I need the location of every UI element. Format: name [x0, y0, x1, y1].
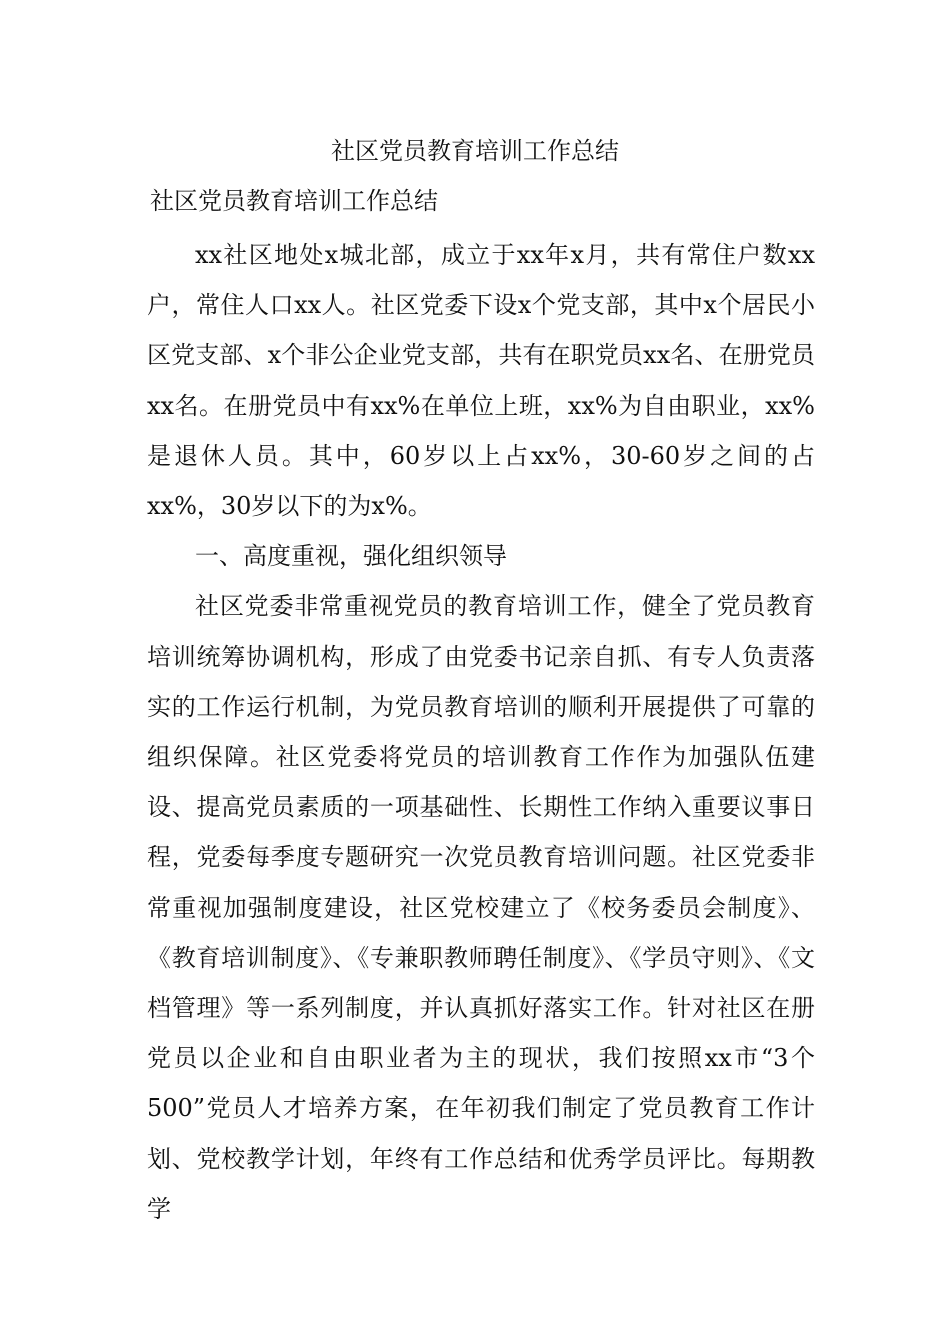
section-heading-1: 一、高度重视，强化组织领导 — [195, 542, 507, 571]
paragraph-intro: xx社区地处x城北部，成立于xx年x月，共有常住户数xx户，常住人口xx人。社区党委下设x个党支部，其中x个居民小区党支部、x个非公企业党支部，共有在职党员xx名、在册党员xx名。在册党员中有xx%在单位上班，xx%为自由职业，xx%是退休人员。其中，60岁以上占xx%，30-60岁之间的占xx%，30岁以下的为x%。 — [147, 241, 815, 521]
paragraph-section-1: 社区党委非常重视党员的教育培训工作，健全了党员教育培训统筹协调机构，形成了由党委书记亲自抓、有专人负责落实的工作运行机制，为党员教育培训的顺利开展提供了可靠的组织保障。社区党委将党员的培训教育工作作为加强队伍建设、提高党员素质的一项基础性、长期性工作纳入重要议事日程，党委每季度专题研究一次党员教育培训问题。社区党委非常重视加强制度建设，社区党校建立了《校务委员会制度》、《教育培训制度》、《专兼职教师聘任制度》、《学员守则》、《文档管理》等一系列制度，并认真抓好落实工作。针对社区在册党员以企业和自由职业者为主的现状，我们按照xx市“3个500”党员人才培养方案，在年初我们制定了党员教育工作计划、党校教学计划，年终有工作总结和优秀学员评比。每期教学 — [147, 592, 815, 1223]
document-title: 社区党员教育培训工作总结 — [331, 137, 619, 165]
document-subtitle: 社区党员教育培训工作总结 — [150, 187, 438, 215]
document-body — [147, 230, 815, 1234]
